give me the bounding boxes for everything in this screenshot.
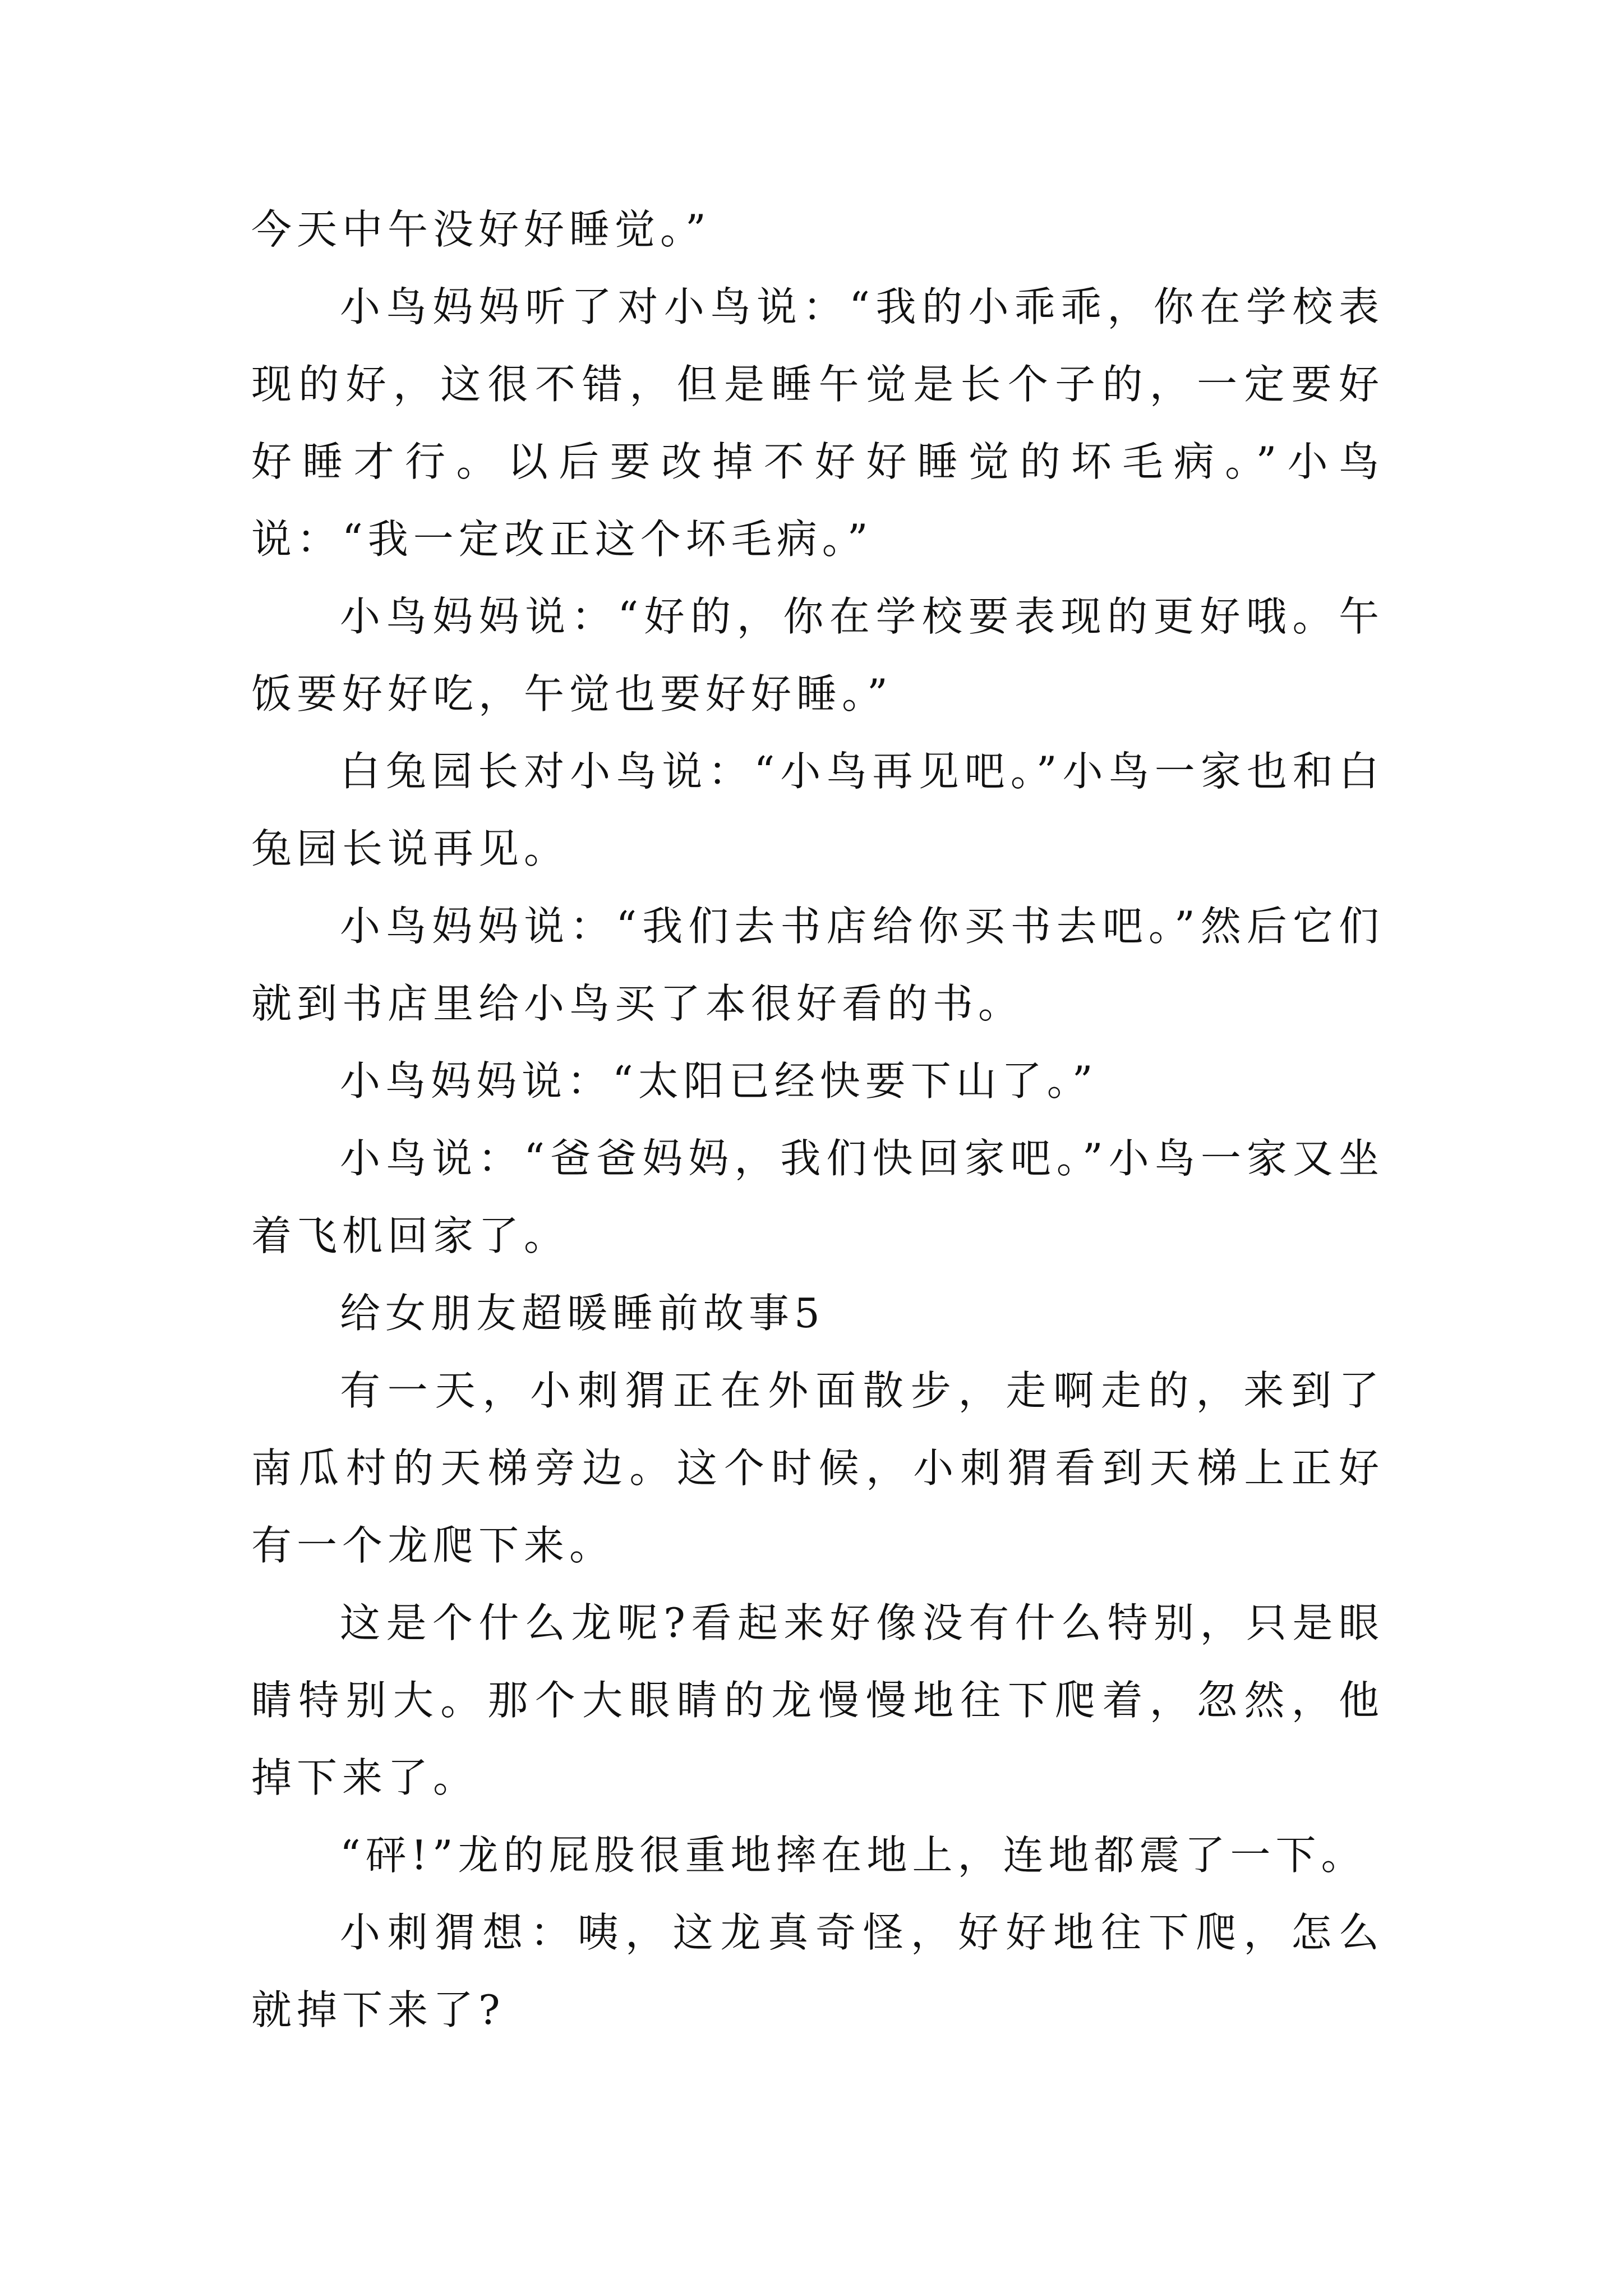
- paragraph-3: 小鸟妈妈说：“好的，你在学校要表现的更好哦。午饭要好好吃，午觉也要好好睡。”: [251, 593, 1384, 717]
- paragraph-4: 白兔园长对小鸟说：“小鸟再见吧。”小鸟一家也和白兔园长说再见。: [251, 748, 1384, 872]
- paragraph-6: 小鸟妈妈说：“太阳已经快要下山了。”: [340, 1057, 1098, 1105]
- paragraph-7: 小鸟说：“爸爸妈妈，我们快回家吧。”小鸟一家又坐着飞机回家了。: [251, 1135, 1384, 1259]
- paragraph-1: 今天中午没好好睡觉。”: [251, 206, 711, 253]
- paragraph-10: 这是个什么龙呢?看起来好像没有什么特别，只是眼睛特别大。那个大眼睛的龙慢慢地往下爬着，忽然，他掉下来了。: [251, 1599, 1384, 1801]
- paragraph-12: 小刺猬想：咦，这龙真奇怪，好好地往下爬，怎么就掉下来了?: [251, 1909, 1384, 2033]
- paragraph-11: “砰!”龙的屁股很重地摔在地上，连地都震了一下。: [340, 1832, 1367, 1879]
- paragraph-9: 有一天，小刺猬正在外面散步，走啊走的，来到了南瓜村的天梯旁边。这个时候，小刺猬看到天梯上正好有一个龙爬下来。: [251, 1367, 1384, 1569]
- document-body: [251, 191, 1384, 2049]
- paragraph-5: 小鸟妈妈说：“我们去书店给你买书去吧。”然后它们就到书店里给小鸟买了本很好看的书。: [251, 903, 1384, 1027]
- story-heading: 给女朋友超暖睡前故事5: [340, 1290, 825, 1337]
- paragraph-2: 小鸟妈妈听了对小鸟说：“我的小乖乖，你在学校表现的好，这很不错，但是睡午觉是长个子的，一定要好好睡才行。以后要改掉不好好睡觉的坏毛病。”小鸟说：“我一定改正这个坏毛病。”: [251, 283, 1384, 563]
